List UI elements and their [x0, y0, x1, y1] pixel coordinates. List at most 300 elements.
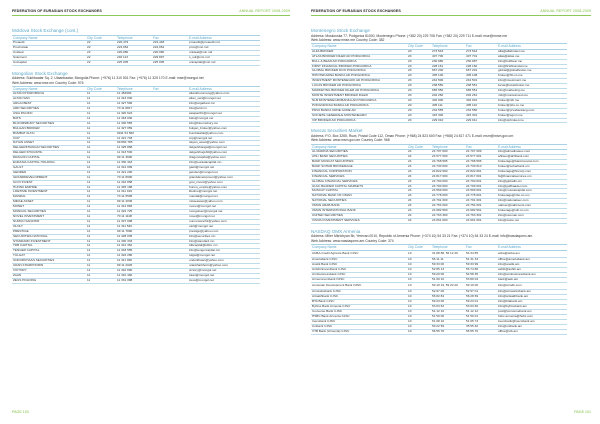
telephone-cell: 51 50 00: [431, 314, 465, 319]
company-cell: Unibank CJSC: [311, 324, 407, 329]
city-code-cell: 10: [407, 268, 431, 273]
company-cell: HSBC Bank Armenia CJSC: [311, 314, 407, 319]
exchange-address: Address: P.O. Box 3265, Ruwi, Postal Code 112, Oman Phone: (+968) 24 823 600 Fax: (+968) 24 817 471 E-mail: msm@msm.gov.om: [311, 134, 514, 138]
city-code-cell: 10: [407, 295, 431, 300]
fax-cell: 24 682 501: [465, 209, 497, 214]
city-code-cell: 10: [407, 300, 431, 305]
city-code-cell: 24: [407, 199, 431, 204]
fax-cell: 59 33 99: [465, 263, 497, 268]
table-body: [311, 150, 567, 224]
company-cell: Proaudit: [12, 41, 86, 46]
city-code-cell: 20: [407, 84, 431, 89]
city-code-cell: 11: [86, 210, 116, 215]
telephone-cell: 11 312 099: [116, 165, 152, 170]
fax-cell: 229 897: [152, 55, 188, 60]
col-city: City Code: [407, 44, 431, 49]
fax-cell: 228 160: [465, 64, 497, 69]
company-cell: Converse Bank CJSC: [311, 309, 407, 314]
email-cell: mongolsec@mongol.net: [188, 210, 260, 215]
company-cell: Armbusinessbank CJSC: [311, 272, 407, 277]
company-cell: BANK SOHAR BROKERAGE: [311, 164, 407, 169]
city-code-cell: 24: [407, 214, 431, 219]
col-email: E-mail Address: [497, 245, 567, 250]
city-code-cell: 20: [407, 89, 431, 94]
header-divider: [311, 15, 591, 16]
telephone-cell: 415 300: [431, 113, 465, 118]
email-cell: post@conversebank.am: [497, 309, 567, 314]
company-cell: SOCIETE GENERALE MONTENEGRO: [311, 113, 407, 118]
city-code-cell: 10: [407, 309, 431, 314]
city-code-cell: 11: [86, 165, 116, 170]
email-cell: tdbcapital@tdbm.mn: [188, 244, 260, 249]
company-cell: NOVEL INVESTMENT: [12, 215, 86, 220]
telephone-cell: 11 345 188: [116, 185, 152, 190]
company-cell: FIRST FINANCIAL BROKER PODGORICA: [311, 64, 407, 69]
telephone-cell: 56 55 78: [431, 329, 465, 334]
company-cell: SECURITIES NATIONAL: [12, 234, 86, 239]
telephone-cell: 11 325 868: [116, 146, 152, 151]
telephone-cell: 11 333 555: [116, 249, 152, 254]
table-row: [311, 250, 567, 258]
email-cell: info@btabank.am: [497, 300, 567, 305]
city-code-cell: 10: [407, 272, 431, 277]
email-cell: genden@mongol.net: [188, 170, 260, 175]
city-code-cell: 20: [407, 54, 431, 59]
fax-cell: 24 577 001: [465, 155, 497, 160]
fax-cell: 24 791 001: [465, 199, 497, 204]
fax-cell: 24 754 001: [465, 204, 497, 209]
city-code-cell: 11: [86, 229, 116, 234]
city-code-cell: 11: [86, 278, 116, 283]
table-row: [311, 164, 567, 169]
fax-cell: 415 301: [465, 113, 497, 118]
company-cell: OMAN INTERNATIONAL BANK: [311, 209, 407, 214]
telephone-cell: 11 453999: [116, 92, 152, 97]
company-cell: TDB CAPITAL: [12, 244, 86, 249]
email-cell: info@tengercapital.mn: [188, 249, 260, 254]
telephone-cell: 405 100: [431, 74, 465, 79]
city-code-cell: 10: [407, 282, 431, 290]
company-cell: STANDARD INVESTMENT: [12, 239, 86, 244]
company-cell: BUMBAT ALTAI: [12, 131, 86, 136]
company-cell: MONET: [12, 205, 86, 210]
city-code-cell: 11: [86, 239, 116, 244]
telephone-cell: 11 331 088: [116, 278, 152, 283]
telephone-cell: 11 316 858: [116, 180, 152, 185]
company-cell: ARD SECURITIES: [12, 107, 86, 112]
company-cell: DELGER KHUGSHIL: [12, 151, 86, 156]
company-cell: UNITED SECURITIES: [311, 214, 407, 219]
company-cell: VISION INVESTMENT SERVICES: [311, 218, 407, 223]
email-cell: bumbataltai@yahoo.com: [188, 131, 260, 136]
telephone-cell: 11 327 008: [116, 219, 152, 224]
col-fax: Fax: [465, 44, 497, 49]
fax-cell: 242 501: [465, 79, 497, 84]
fax-cell: 667 201: [465, 69, 497, 74]
city-code-cell: 20: [407, 113, 431, 118]
telephone-cell: 24 730 000: [431, 164, 465, 169]
fax-cell: 405 110: [465, 103, 497, 108]
city-code-cell: 11: [86, 180, 116, 185]
fax-cell: 35 55 40: [465, 324, 497, 329]
city-code-cell: 20: [407, 79, 431, 84]
company-cell: NATIONAL SECURITIES: [311, 199, 407, 204]
telephone-cell: 24 707 000: [431, 150, 465, 155]
telephone-cell: 220,080: [116, 50, 152, 55]
telephone-cell: 24 790 000: [431, 184, 465, 189]
company-cell: BLOOMSBURY SECURITIES: [12, 121, 86, 126]
telephone-cell: 52 85 13: [431, 268, 465, 273]
city-code-cell: 24: [407, 174, 431, 179]
email-cell: info@armswissbank.am: [497, 290, 567, 295]
company-cell: AL MADINA SECURITIES: [311, 150, 407, 155]
fax-cell: 24 817 001: [465, 174, 497, 179]
fax-cell: 24 730 010: [465, 164, 497, 169]
company-cell: HIPOTEKARNA BANKA AD PODGORICA: [311, 74, 407, 79]
email-cell: victory@mongol.net: [188, 268, 260, 273]
telephone-cell: 70 11 8900: [116, 175, 152, 180]
email-cell: oabsec@oabinvest.com: [497, 204, 567, 209]
col-city: City Code: [86, 86, 116, 91]
city-code-cell: 11: [86, 146, 116, 151]
city-code-cell: 11: [86, 131, 116, 136]
telephone-cell: 70 11 1108: [116, 215, 152, 220]
company-cell: Unideal: [12, 50, 86, 55]
city-code-cell: 11: [86, 116, 116, 121]
company-cell: BTA Bank CJSC: [311, 300, 407, 305]
company-cell: BANK MUSCAT SECURITIES: [311, 160, 407, 165]
email-cell: undurkhaan@yahoo.com: [188, 259, 260, 264]
col-telephone: Telephone: [116, 86, 152, 91]
fax-cell: 51 50 01: [465, 314, 497, 319]
email-cell: info@armdb.com: [497, 282, 567, 290]
fax-cell: 230 987: [465, 59, 497, 64]
col-company: Company Name: [12, 35, 86, 40]
email-cell: inecobank@inecobank.am: [497, 319, 567, 324]
exchange-address: Address: Mher Mkrtchyan 5b, Yerevan 0010, Republic of Armenia Phone: (+374 10) 54 33 21 Fax: (+374 10) 54 33 24 E-mail: info@nasdaqomx.am: [311, 234, 533, 239]
company-cell: GULF BAADER CAPITAL MARKETS: [311, 184, 407, 189]
email-cell: hunnu_empire@yahoo.com: [188, 185, 260, 190]
company-cell: CCP: [12, 136, 86, 141]
email-cell: novel@mongol.net: [188, 215, 260, 220]
telephone-cell: 11 328 035: [116, 234, 152, 239]
fax-cell: 56 28 69: [465, 295, 497, 300]
muscat-table: [311, 144, 567, 224]
email-cell: info@unibank.am: [497, 324, 567, 329]
email-cell: ashib@ashib.am: [497, 268, 567, 273]
email-cell: proaudit@proaudit.md: [188, 41, 260, 46]
company-cell: MUSCAT CAPITAL: [311, 189, 407, 194]
city-code-cell: 20: [407, 59, 431, 64]
email-cell: brokerage@bankmuscat.com: [497, 160, 567, 165]
fax-cell: 24 707 009: [465, 150, 497, 155]
email-cell: info@globalfs.om: [497, 179, 567, 184]
email-cell: office@vtb.am: [497, 329, 567, 334]
email-cell: hsbc.armenia@hsbc.com: [497, 314, 567, 319]
city-code-cell: 11: [86, 259, 116, 264]
fax-cell: 53 89 04: [465, 277, 497, 282]
col-telephone: Telephone: [431, 44, 465, 49]
telephone-cell: 59 23 00: [431, 300, 465, 305]
email-cell: fs@financialservices.om: [497, 174, 567, 179]
company-cell: ALTAN KHOROMSOG: [12, 92, 86, 97]
telephone-cell: 24 682 500: [431, 209, 465, 214]
fax-cell: 56 55 76: [465, 329, 497, 334]
email-cell: gault@mongol.net: [188, 165, 260, 170]
telephone-cell: 11 320 624: [116, 111, 152, 116]
city-code-cell: 11: [86, 175, 116, 180]
email-cell: info@usoman.com: [497, 214, 567, 219]
telephone-cell: 24 791 000: [431, 199, 465, 204]
city-code-cell: 11: [86, 224, 116, 229]
fax-cell: 238 551: [465, 84, 497, 89]
email-cell: info@securities.mn: [188, 234, 260, 239]
email-cell: bulgan_broker@yahoo.com: [188, 126, 260, 131]
page-number: PAGE 100: [12, 410, 29, 414]
telephone-cell: 51 09 10: [431, 277, 465, 282]
city-code-cell: 11: [86, 234, 116, 239]
company-cell: AHLI BANK SECURITIES: [311, 155, 407, 160]
table-body: [311, 250, 567, 334]
telephone-cell: 11 327 059: [116, 126, 152, 131]
email-cell: broker@hb.co.me: [497, 74, 567, 79]
city-code-cell: 11: [86, 97, 116, 102]
email-cell: info@byblosbank.am: [497, 305, 567, 310]
email-cell: unideal@mtc.md: [188, 50, 260, 55]
company-cell: Armswissbank CJSC: [311, 290, 407, 295]
company-cell: DELGERKHANGAI SECURITIES: [12, 146, 86, 151]
fax-cell: 273 544: [465, 49, 497, 54]
email-cell: ololt@mongol.net: [188, 224, 260, 229]
company-cell: Armeconombank OJSC: [311, 277, 407, 282]
col-city: City Code: [86, 35, 116, 40]
company-cell: NUMUN SANCHIR: [12, 219, 86, 224]
email-cell: info@ard.mn: [188, 107, 260, 112]
left-content: [12, 28, 260, 289]
city-code-cell: 20: [407, 64, 431, 69]
telephone-cell: 59 20 00: [431, 272, 465, 277]
email-cell: global@globalbroker.me: [497, 69, 567, 74]
city-code-cell: 20: [407, 108, 431, 113]
moldova-table: [12, 35, 260, 66]
email-cell: atlas@atlas.me: [497, 54, 567, 59]
company-cell: FINANCIAL CORPORATION: [311, 169, 407, 174]
email-cell: delgerkhangai@mongol.net: [188, 146, 260, 151]
company-cell: INVESTMENT MONTENEGRO AD PODGORICA: [311, 79, 407, 84]
col-email: E-mail Address: [497, 144, 567, 149]
company-cell: VIP BROKER AD PODGORICA: [311, 118, 407, 123]
fax-cell: 24 763 301: [465, 214, 497, 219]
email-cell: lifetime@mongol.net: [188, 190, 260, 195]
email-cell: info@almadinasec.com: [497, 150, 567, 155]
email-cell: broker@sgmn.me: [497, 113, 567, 118]
fax-cell: [152, 278, 188, 283]
telephone-cell: 230 980: [431, 59, 465, 64]
company-cell: Unicapital: [12, 60, 86, 65]
city-code-cell: 24: [407, 189, 431, 194]
fax-cell: 51 05 73: [465, 319, 497, 324]
telephone-cell: 59 22 59: [431, 324, 465, 329]
telephone-cell: 11 310 800: [116, 268, 152, 273]
city-code-cell: 11: [86, 92, 116, 97]
city-code-cell: 11: [86, 151, 116, 156]
company-cell: ZEUS HOLDING: [12, 278, 86, 283]
email-cell: broker@nlb.me: [497, 98, 567, 103]
fax-cell: 222,062: [152, 45, 188, 50]
table-row: [12, 278, 260, 283]
telephone-cell: 59 19 19, 59 20 20: [431, 282, 465, 290]
email-cell: info@standard.mn: [188, 239, 260, 244]
company-cell: GLOBAL FINANCIAL SERVICES: [311, 179, 407, 184]
col-city: City Code: [407, 245, 431, 250]
telephone-cell: 222,062: [116, 45, 152, 50]
email-cell: prestige@yahoo.com: [188, 229, 260, 234]
table-body: [12, 41, 260, 66]
telephone-cell: 238 550: [431, 84, 465, 89]
city-code-cell: 11: [86, 215, 116, 220]
telephone-cell: 99 11 3690: [116, 156, 152, 161]
telephone-cell: 11 327 596: [116, 102, 152, 107]
email-cell: lucas@lucasbroker.me: [497, 84, 567, 89]
fax-cell: 24 700 001: [465, 179, 497, 184]
city-code-cell: 11: [86, 244, 116, 249]
email-cell: info@vision.om: [497, 218, 567, 223]
email-cell: altan_san@mongol.net: [188, 97, 260, 102]
company-cell: Artsakhbank CJSC: [311, 295, 407, 300]
fax-cell: 24 822 601: [465, 169, 497, 174]
company-cell: TENGER CAPITAL: [12, 249, 86, 254]
company-cell: ACBA-Credit Agricole Bank CJSC: [311, 250, 407, 258]
email-cell: urankharkhorin@yahoo.com: [188, 264, 260, 269]
table-body: [12, 92, 260, 283]
city-code-cell: 11: [86, 156, 116, 161]
exchange-address: Address: Sukhbaatar Sq. 2, Ulaanbaatar, Mongolia Phone: (+976) 11 310 501 Fax: (+976) 11 325 170 E-mail: mse@mongol.net: [12, 76, 204, 81]
col-email: E-mail Address: [188, 35, 260, 40]
telephone-cell: 228 161: [431, 64, 465, 69]
email-cell: granddevelopment@yahoo.com: [188, 175, 260, 180]
table-row: [311, 282, 567, 290]
company-cell: OLOLT: [12, 224, 86, 229]
telephone-cell: 99 11 2026: [116, 264, 152, 269]
company-cell: BULGAN BROKER: [12, 126, 86, 131]
telephone-cell: 11 321 703: [116, 136, 152, 141]
company-cell: MONTE INVESTMENT BROKER DILER: [311, 93, 407, 98]
section-title-mongolia: Mongolian Stock Exchange: [12, 70, 68, 76]
col-fax: Fax: [465, 245, 497, 250]
company-cell: FINANCIAL SERVICES: [311, 174, 407, 179]
email-cell: info@armbusinessbank.am: [497, 272, 567, 277]
email-cell: s_sul@mtc.md: [188, 55, 260, 60]
email-cell: mandal@mongol.net: [188, 195, 260, 200]
company-cell: UNDURKHAAN SECURITIES: [12, 259, 86, 264]
company-cell: GENDEN: [12, 170, 86, 175]
email-cell: tulgat@mongol.net: [188, 254, 260, 259]
city-code-cell: 24: [407, 204, 431, 209]
right-page: [300, 0, 600, 424]
city-code-cell: 24: [407, 164, 431, 169]
telephone-cell: 11 311 016: [116, 190, 152, 195]
company-cell: ZAAN: [12, 273, 86, 278]
city-code-cell: 10: [407, 305, 431, 310]
email-cell: mib@monteinvest.me: [497, 93, 567, 98]
fax-cell: 24 778 001: [465, 194, 497, 199]
email-cell: info@argaibest.mn: [188, 102, 260, 107]
company-cell: GAULT: [12, 165, 86, 170]
city-code-cell: 24: [407, 150, 431, 155]
telephone-cell: 31 88 88, 56 12 26: [431, 250, 465, 258]
telephone-cell: 59 33 00: [431, 263, 465, 268]
email-cell: info@nationalsec.com: [497, 199, 567, 204]
email-cell: numunsanchir@yahoo.com: [188, 219, 260, 224]
city-code-cell: 10: [407, 319, 431, 324]
fax-cell: 59 23 01: [465, 300, 497, 305]
telephone-cell: 402 000: [431, 98, 465, 103]
section-title-muscat: Muscat Securities Market: [311, 128, 363, 134]
right-content: [311, 28, 567, 340]
telephone-cell: 24 569 000: [431, 189, 465, 194]
telephone-cell: 11 318 030: [116, 116, 152, 121]
email-cell: delgerkhugshil@yahoo.com: [188, 151, 260, 156]
email-cell: ahlisec@ahlibank.com: [497, 155, 567, 160]
city-code-cell: 24: [407, 209, 431, 214]
fax-cell: 225 005: [152, 60, 188, 65]
city-code-cell: 10: [407, 314, 431, 319]
email-cell: info@artsakhbank.am: [497, 295, 567, 300]
fax-cell: 402 001: [465, 98, 497, 103]
city-code-cell: 22: [86, 45, 116, 50]
city-code-cell: 22: [86, 60, 116, 65]
email-cell: prov@mtc.md: [188, 45, 260, 50]
company-cell: Suleimeni: [12, 55, 86, 60]
fax-cell: 405 108: [465, 74, 497, 79]
company-cell: LUCAS BROKER AD PODGORICA: [311, 84, 407, 89]
email-cell: info@eurasiacapital.mn: [188, 161, 260, 166]
email-cell: bank@aeb.am: [497, 277, 567, 282]
table-row: [311, 160, 567, 165]
telephone-cell: 24 817 000: [431, 174, 465, 179]
email-cell: info@bloomsbury.mn: [188, 121, 260, 126]
telephone-cell: 51 12 10: [431, 309, 465, 314]
email-cell: altankhoromsog@yahoo.com: [188, 92, 260, 97]
city-code-cell: 22: [86, 50, 116, 55]
email-cell: ccp@mongol.net: [188, 136, 260, 141]
telephone-cell: 11 322 280: [116, 254, 152, 259]
email-cell: broker@pbs.co.me: [497, 103, 567, 108]
telephone-cell: 99 11 7890: [116, 229, 152, 234]
telephone-cell: 11 322 725: [116, 210, 152, 215]
exchange-address: Address: Moskovska 77, Podgorica 81000, Montenegro Phone: (+382 20) 229 708 Fax: (+382 20) 229 711 E-mail: mse@mnse.me: [311, 33, 508, 38]
telephone-cell: 11 312 883: [116, 205, 152, 210]
fax-cell: 220,080: [152, 50, 188, 55]
table-row: [311, 218, 567, 223]
city-code-cell: 11: [86, 200, 116, 205]
armenia-table: [311, 244, 567, 334]
company-cell: PRVA BANKA CRNE GORE AD: [311, 108, 407, 113]
organization-name: FEDERATION OF EURASIAN STOCK EXCHANGES: [12, 9, 102, 13]
telephone-cell: 234 555: [431, 108, 465, 113]
telephone-cell: 9911 53 560: [116, 131, 152, 136]
telephone-cell: 11 312 362: [116, 244, 152, 249]
col-telephone: Telephone: [431, 144, 465, 149]
city-code-cell: 11: [86, 170, 116, 175]
email-cell: info@firstfinancial.me: [497, 64, 567, 69]
company-cell: Ameriabank CJSC: [311, 258, 407, 263]
email-cell: asiapacific@mongol.net: [188, 111, 260, 116]
city-code-cell: 24: [407, 169, 431, 174]
city-code-cell: 22: [86, 41, 116, 46]
telephone-cell: 667 200: [431, 69, 465, 74]
telephone-cell: 24 661 000: [431, 218, 465, 223]
